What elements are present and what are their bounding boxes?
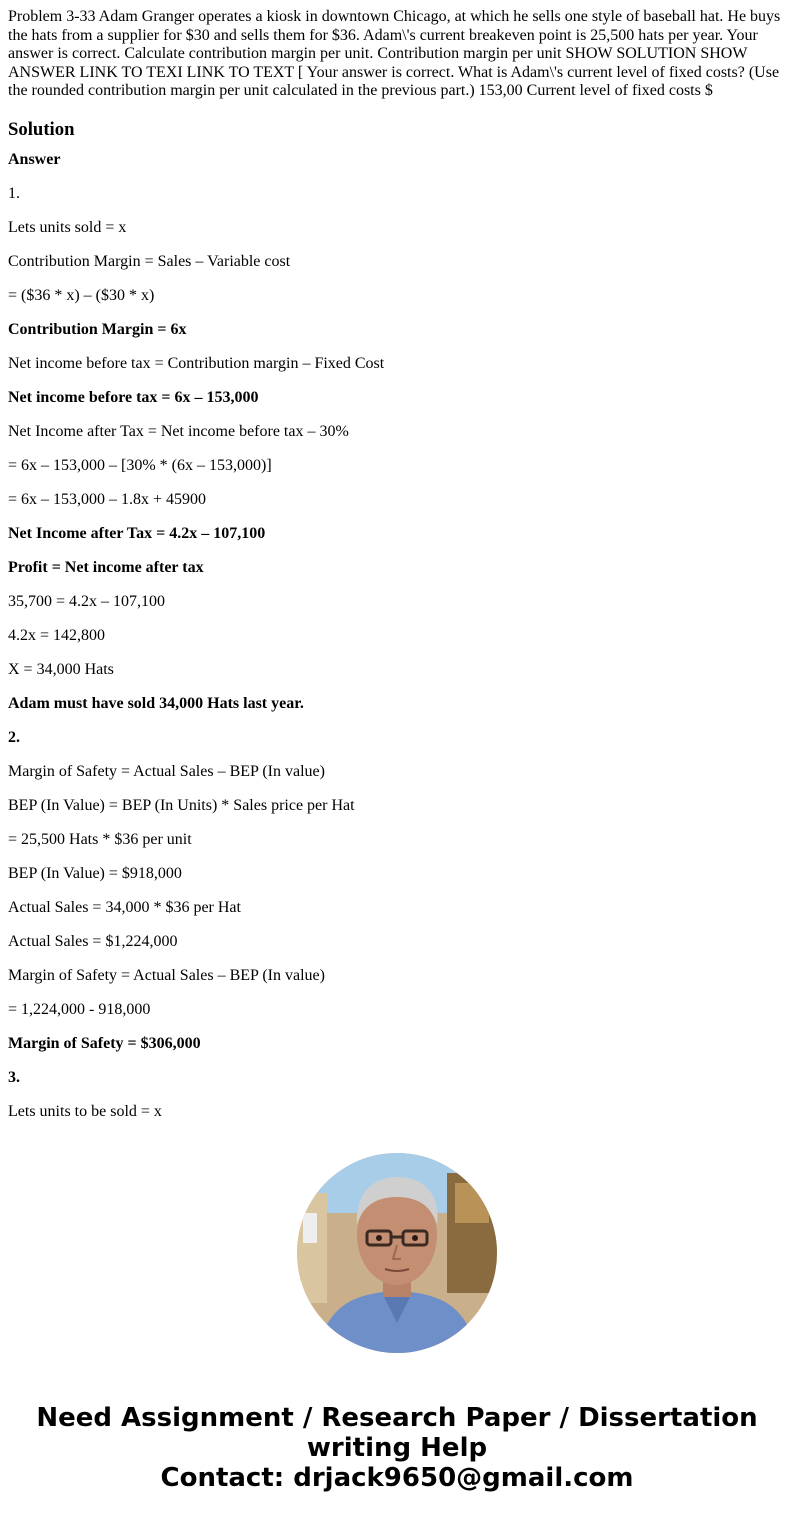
solution-step: = 6x – 153,000 – [30% * (6x – 153,000)] [8, 456, 272, 474]
solution-step: 35,700 = 4.2x – 107,100 [8, 592, 166, 610]
author-avatar [297, 1153, 497, 1353]
solution-step: = 6x – 153,000 – 1.8x + 45900 [8, 490, 207, 508]
solution-step: Contribution Margin = Sales – Variable cost [8, 252, 291, 270]
solution-heading: Solution [8, 118, 75, 140]
solution-step: BEP (In Value) = BEP (In Units) * Sales price per Hat [8, 796, 355, 814]
solution-step: 2. [8, 728, 20, 746]
solution-step: 4.2x = 142,800 [8, 626, 106, 644]
solution-step: Net income before tax = Contribution margin – Fixed Cost [8, 354, 385, 372]
solution-step: Net income before tax = 6x – 153,000 [8, 388, 259, 406]
banner-line-2: writing Help [306, 1433, 488, 1463]
solution-step: = 1,224,000 - 918,000 [8, 1000, 151, 1018]
author-photo-icon [297, 1153, 497, 1353]
solution-step: Margin of Safety = Actual Sales – BEP (In value) [8, 762, 325, 780]
solution-step: Adam must have sold 34,000 Hats last year. [8, 694, 304, 712]
problem-statement: Problem 3-33 Adam Granger operates a kiosk in downtown Chicago, at which he sells one style of baseball hat. He buys the hats from a supplier for $30 and sells them for $36. Adam\'s current breakeven point is 25,500 hats per year. Your answer is correct. Calculate contribution margin per unit. Contribution margin per unit SHOW SOLUTION SHOW ANSWER LINK TO TEXI LINK TO TEXT [ Your answer is correct. What is Adam\'s current level of fixed costs? (Use the rounded contribution margin per unit calculated in the previous part.) 153,00 Current level of fixed costs $ [8, 8, 781, 99]
banner-line-1: Need Assignment / Research Paper / Dissertation [36, 1403, 758, 1433]
solution-step: Margin of Safety = $306,000 [8, 1034, 201, 1052]
solution-step: Actual Sales = 34,000 * $36 per Hat [8, 898, 241, 916]
solution-step: Lets units to be sold = x [8, 1102, 162, 1120]
solution-step: Answer [8, 150, 61, 168]
contact-banner [0, 1403, 794, 1493]
solution-step: Net Income after Tax = 4.2x – 107,100 [8, 524, 266, 542]
solution-step: Actual Sales = $1,224,000 [8, 932, 178, 950]
solution-step: Contribution Margin = 6x [8, 320, 187, 338]
solution-step: 1. [8, 184, 20, 202]
solution-step: Lets units sold = x [8, 218, 127, 236]
solution-step: = ($36 * x) – ($30 * x) [8, 286, 155, 304]
solution-step: = 25,500 Hats * $36 per unit [8, 830, 192, 848]
banner-contact-email: Contact: drjack9650@gmail.com [160, 1463, 634, 1493]
solution-steps [8, 151, 786, 1137]
solution-step: Profit = Net income after tax [8, 558, 204, 576]
solution-step: Net Income after Tax = Net income before tax – 30% [8, 422, 349, 440]
solution-step: BEP (In Value) = $918,000 [8, 864, 182, 882]
solution-step: X = 34,000 Hats [8, 660, 114, 678]
solution-step: 3. [8, 1068, 20, 1086]
solution-step: Margin of Safety = Actual Sales – BEP (In value) [8, 966, 325, 984]
